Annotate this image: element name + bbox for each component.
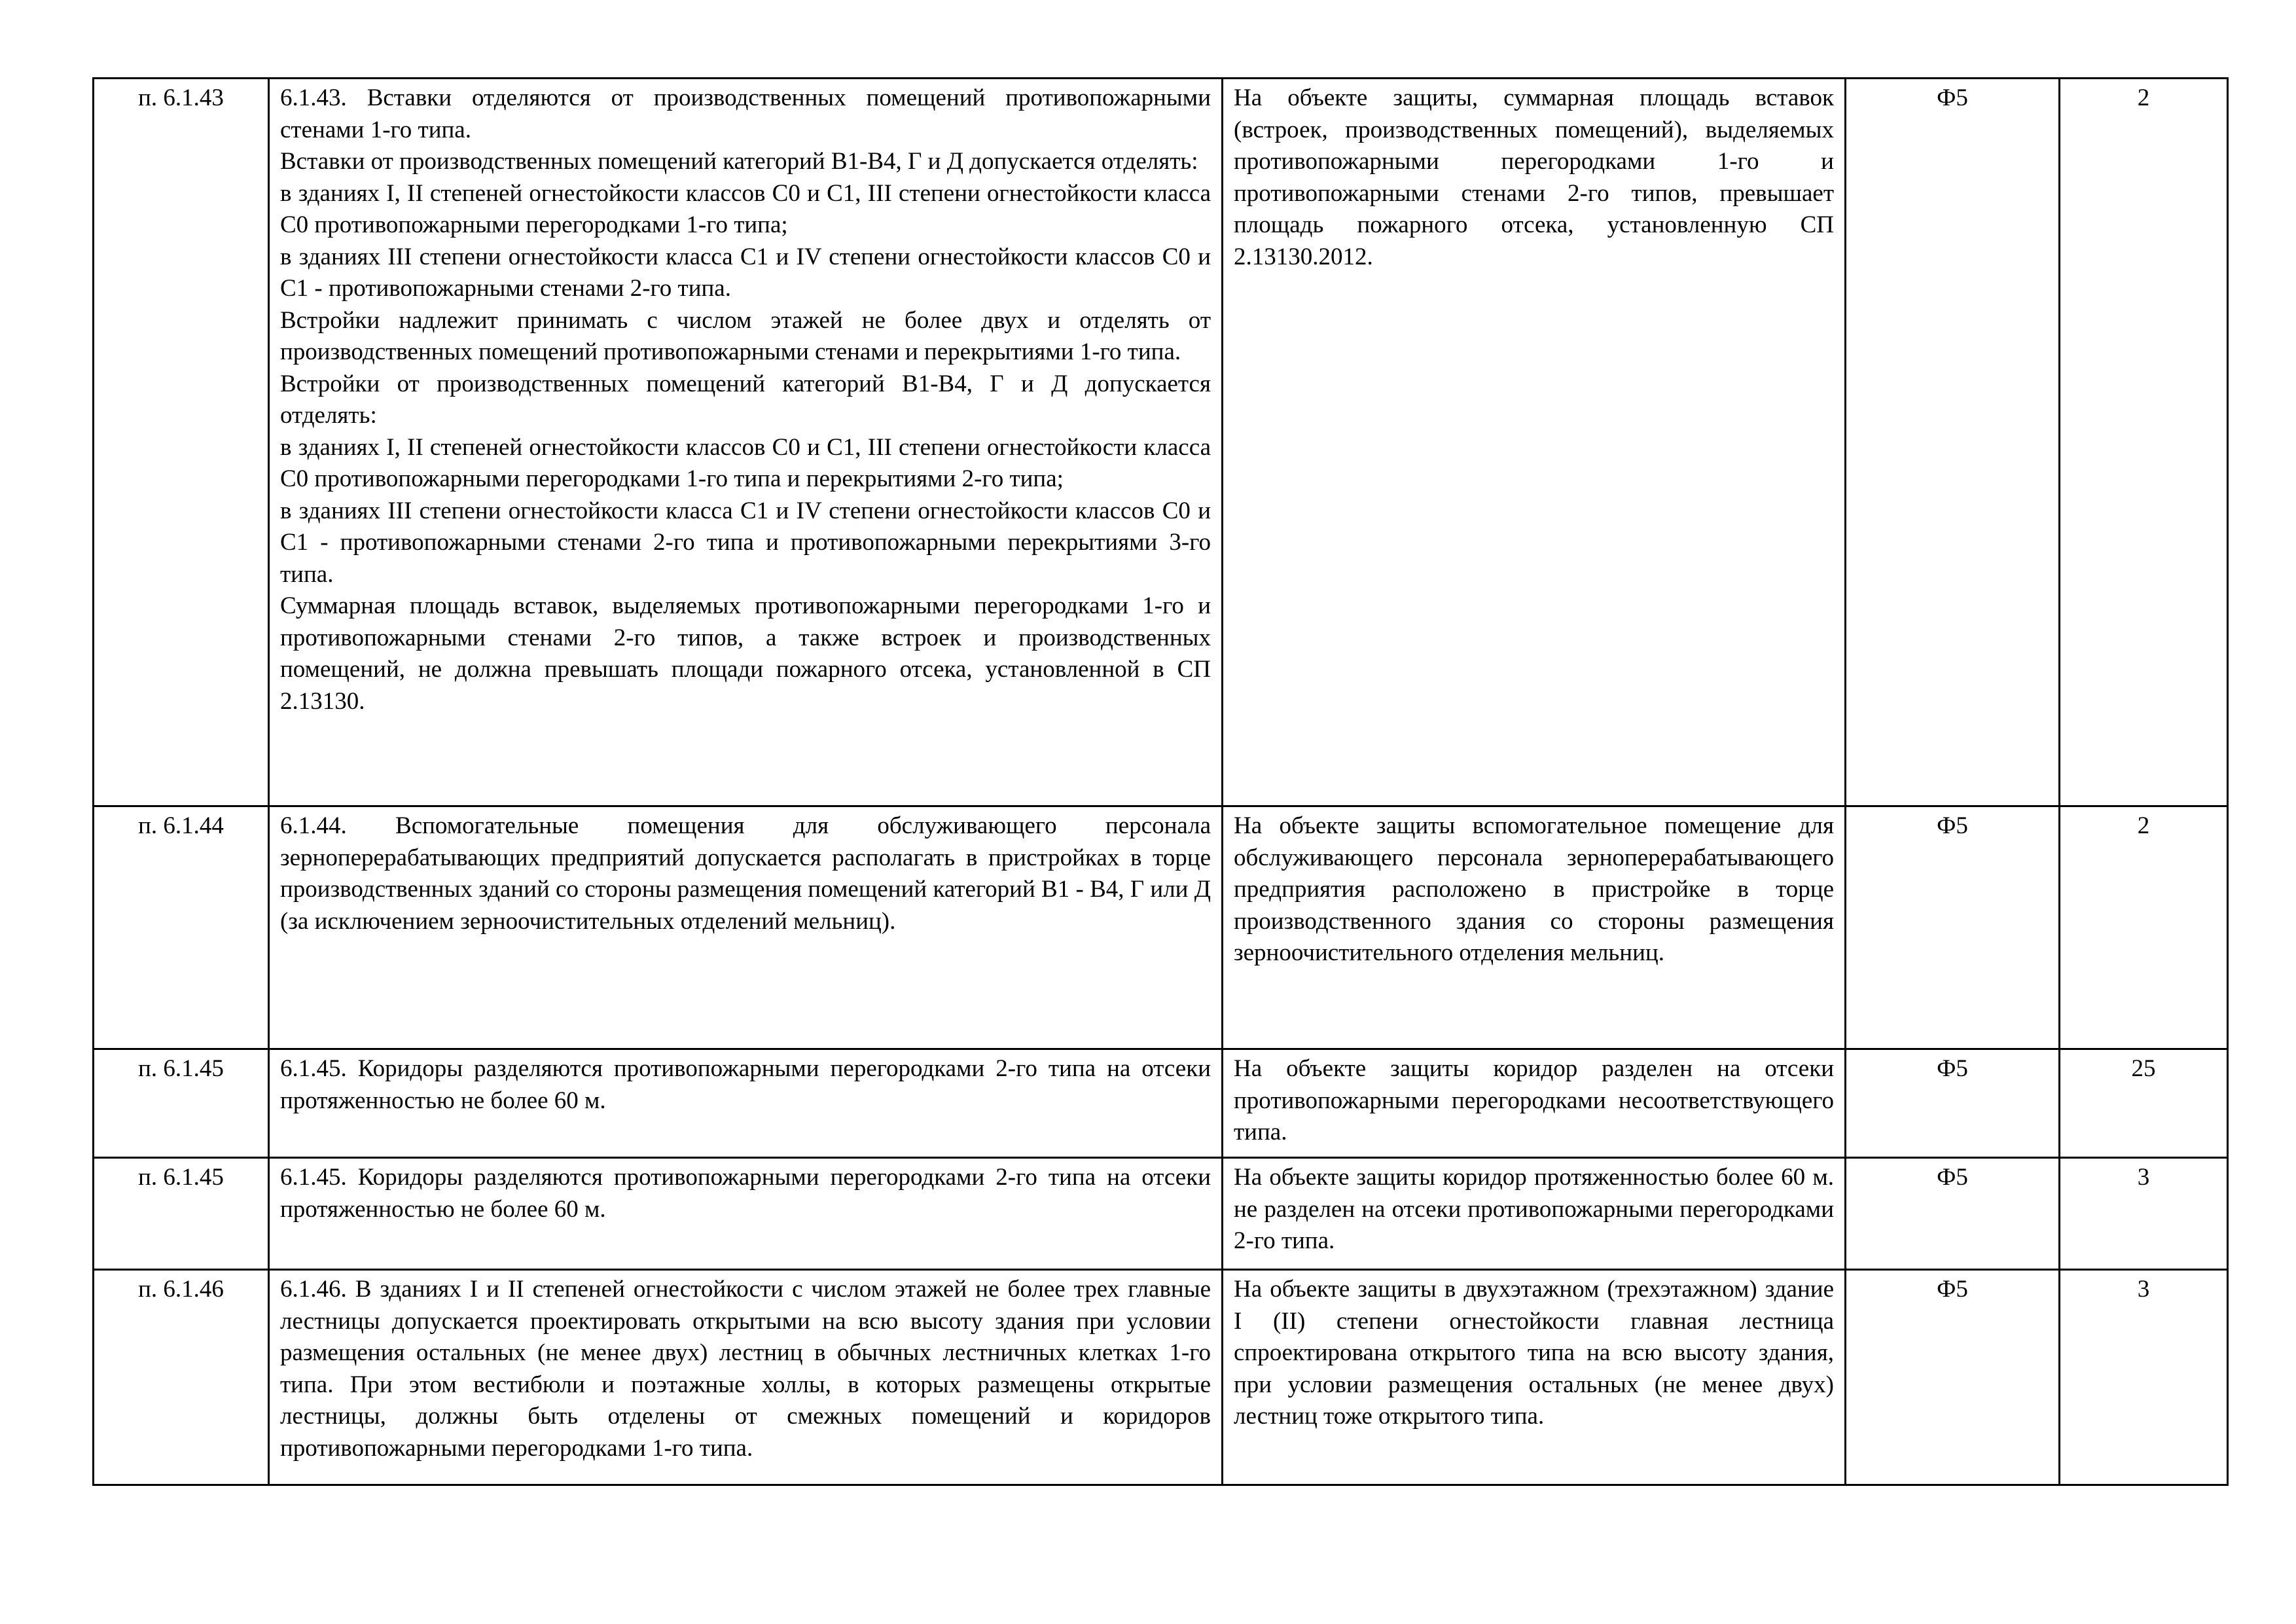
table-row <box>94 806 2228 1049</box>
table-row <box>94 1049 2228 1158</box>
clause-ref-cell: п. 6.1.45 <box>94 1158 269 1270</box>
requirement-text-cell <box>269 806 1223 1049</box>
table-row <box>94 1270 2228 1485</box>
code-cell: Ф5 <box>1846 1270 2060 1485</box>
requirement-paragraph: в зданиях I, II степеней огнестойкости классов С0 и С1, III степени огнестойкости класса С0 противопожарными перегородками 1-го типа; <box>280 179 1211 238</box>
score-cell: 2 <box>2060 806 2228 1049</box>
requirement-paragraph: в зданиях III степени огнестойкости класса С1 и IV степени огнестойкости классов С0 и С1 - противопожарными стенами 2-го типа. <box>280 243 1211 302</box>
clause-ref-cell: п. 6.1.45 <box>94 1049 269 1158</box>
score-cell: 2 <box>2060 79 2228 806</box>
requirement-paragraph: в зданиях I, II степеней огнестойкости классов С0 и С1, III степени огнестойкости класса С0 противопожарными перегородками 1-го типа и перекрытиями 2-го типа; <box>280 433 1211 492</box>
requirement-paragraph: 6.1.43. Вставки отделяются от производственных помещений противопожарными стенами 1-го типа. <box>280 84 1211 143</box>
clause-ref-cell: п. 6.1.46 <box>94 1270 269 1485</box>
clause-ref-cell: п. 6.1.44 <box>94 806 269 1049</box>
requirement-paragraph: 6.1.46. В зданиях I и II степеней огнестойкости с числом этажей не более трех главные лестницы допускается проектировать открытыми на всю высоту здания при условии размещения остальных (не менее двух) лестниц в обычных лестничных клетках 1-го типа. При этом вестибюли и поэтажные холлы, в которых размещены открытые лестницы, должны быть отделены от смежных помещений и коридоров противопожарными перегородками 1-го типа. <box>280 1276 1211 1462</box>
requirement-paragraph: Вставки от производственных помещений категорий В1-В4, Г и Д допускается отделять: <box>280 148 1198 175</box>
requirement-paragraph: Суммарная площадь вставок, выделяемых противопожарными перегородками 1-го и противопожарными стенами 2-го типов, а также встроек и производственных помещений, не должна превышать площади пожарного отсека, установленной в СП 2.13130. <box>280 592 1211 715</box>
table-row <box>94 1158 2228 1270</box>
violation-paragraph: На объекте защиты, суммарная площадь вставок (встроек, производственных помещений), выделяемых противопожарными перегородками 1-го и противопожарными стенами 2-го типов, превышает площадь пожарного отсека, установленную СП 2.13130.2012. <box>1234 84 1834 270</box>
violation-paragraph: На объекте защиты вспомогательное помещение для обслуживающего персонала зерноперерабатывающего предприятия расположено в пристройке в торце производственного здания со стороны размещения зерноочистительного отделения мельниц. <box>1234 812 1834 966</box>
requirement-paragraph: 6.1.45. Коридоры разделяются противопожарными перегородками 2-го типа на отсеки протяженностью не более 60 м. <box>280 1055 1211 1114</box>
violation-paragraph: На объекте защиты коридор протяженностью более 60 м. не разделен на отсеки противопожарными перегородками 2-го типа. <box>1234 1164 1834 1254</box>
violation-text-cell <box>1223 1049 1846 1158</box>
violation-text-cell <box>1223 1158 1846 1270</box>
requirement-paragraph: 6.1.44. Вспомогательные помещения для обслуживающего персонала зерноперерабатывающих предприятий допускается располагать в пристройках в торце производственных зданий со стороны размещения помещений категорий В1 - В4, Г или Д (за исключением зерноочистительных отделений мельниц). <box>280 812 1211 935</box>
code-cell: Ф5 <box>1846 1158 2060 1270</box>
code-cell: Ф5 <box>1846 1049 2060 1158</box>
requirement-text-cell <box>269 79 1223 806</box>
clause-ref-cell: п. 6.1.43 <box>94 79 269 806</box>
requirement-paragraph: Встройки надлежит принимать с числом этажей не более двух и отделять от производственных помещений противопожарными стенами и перекрытиями 1-го типа. <box>280 306 1211 365</box>
violation-text-cell <box>1223 1270 1846 1485</box>
violation-text-cell <box>1223 806 1846 1049</box>
violation-paragraph: На объекте защиты в двухэтажном (трехэтажном) здание I (II) степени огнестойкости главная лестница спроектирована открытого типа на всю высоту здания, при условии размещения остальных (не менее двух) лестниц тоже открытого типа. <box>1234 1276 1834 1430</box>
code-cell: Ф5 <box>1846 806 2060 1049</box>
requirement-text-cell <box>269 1270 1223 1485</box>
requirements-table <box>92 77 2229 1486</box>
score-cell: 3 <box>2060 1158 2228 1270</box>
table-row <box>94 79 2228 806</box>
requirement-text-cell <box>269 1049 1223 1158</box>
code-cell: Ф5 <box>1846 79 2060 806</box>
score-cell: 25 <box>2060 1049 2228 1158</box>
requirement-paragraph: Встройки от производственных помещений категорий В1-В4, Г и Д допускается отделять: <box>280 370 1211 429</box>
violation-paragraph: На объекте защиты коридор разделен на отсеки противопожарными перегородками несоответствующего типа. <box>1234 1055 1834 1146</box>
violation-text-cell <box>1223 79 1846 806</box>
score-cell: 3 <box>2060 1270 2228 1485</box>
requirement-paragraph: 6.1.45. Коридоры разделяются противопожарными перегородками 2-го типа на отсеки протяженностью не более 60 м. <box>280 1164 1211 1223</box>
requirement-text-cell <box>269 1158 1223 1270</box>
requirement-paragraph: в зданиях III степени огнестойкости класса С1 и IV степени огнестойкости классов С0 и С1 - противопожарными стенами 2-го типа и противопожарными перекрытиями 3-го типа. <box>280 497 1211 588</box>
